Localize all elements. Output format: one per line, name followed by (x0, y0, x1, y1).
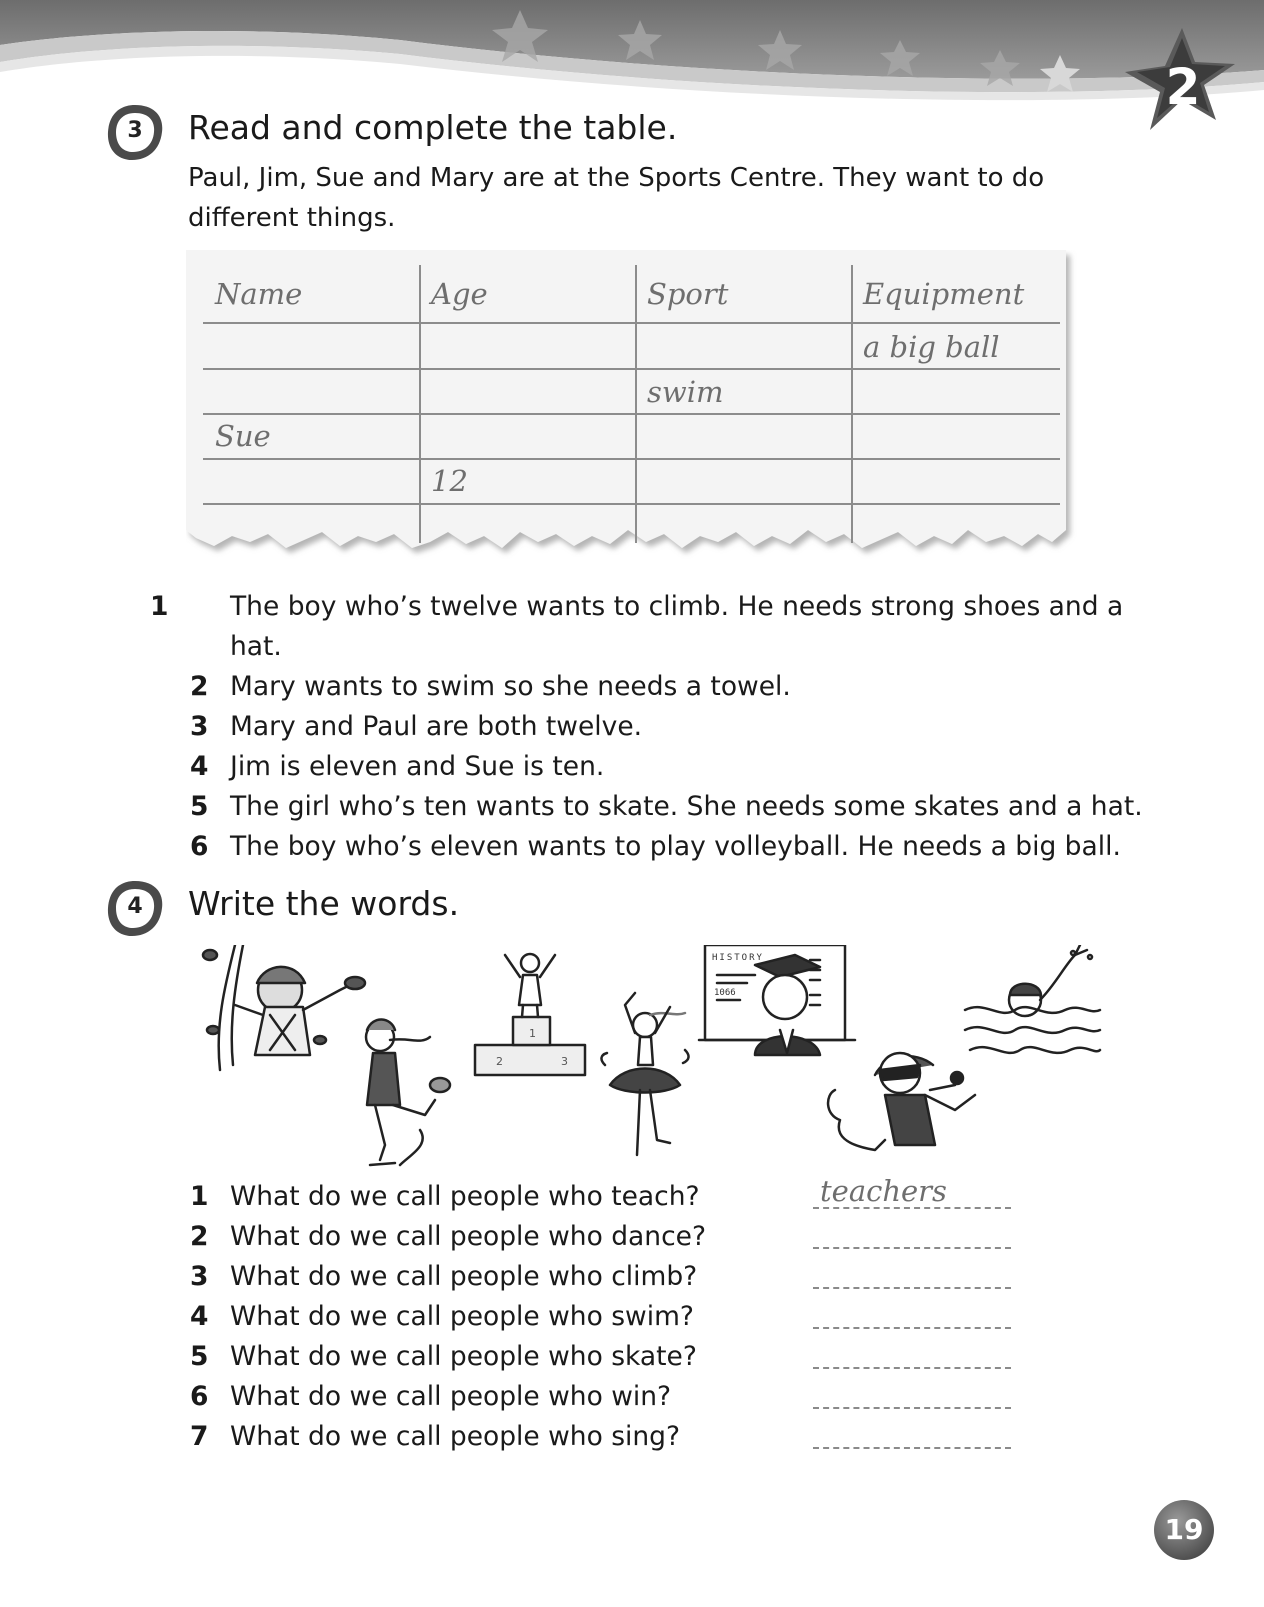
question-text: What do we call people who win? (230, 1381, 672, 1412)
table-header-name: Name (215, 277, 303, 311)
sentence-number: 2 (190, 671, 209, 702)
table-header-age: Age (431, 277, 488, 311)
answer-line[interactable] (813, 1207, 1011, 1209)
question-text: What do we call people who skate? (230, 1341, 697, 1372)
skater-illustration (366, 1019, 450, 1165)
board-history-label: HISTORY (712, 953, 764, 963)
answer-line[interactable] (813, 1247, 1011, 1249)
sentence-number: 6 (190, 831, 209, 862)
question-text: What do we call people who teach? (230, 1181, 700, 1212)
sentence-text: Mary and Paul are both twelve. (230, 711, 643, 742)
sentence-number: 5 (190, 791, 209, 822)
ballerina-illustration (601, 993, 688, 1155)
exercise-4-title: Write the words. (188, 884, 460, 923)
swimmer-illustration (965, 945, 1100, 1053)
question-text: What do we call people who sing? (230, 1421, 681, 1452)
sentence-item (150, 587, 1130, 667)
answer-line[interactable] (813, 1287, 1011, 1289)
answer-line[interactable] (813, 1367, 1011, 1369)
table-cell: swim (647, 375, 724, 409)
question-text: What do we call people who climb? (230, 1261, 698, 1292)
question-number: 2 (190, 1221, 209, 1252)
answer-text: teachers (820, 1174, 947, 1208)
page-number-badge (1153, 1499, 1215, 1561)
answer-line[interactable] (813, 1407, 1011, 1409)
table-cell: 12 (431, 464, 468, 498)
singer-illustration (828, 1053, 975, 1150)
sentence-item (190, 667, 1150, 707)
exercise-4-number: 4 (127, 894, 143, 919)
sentence-item (190, 747, 1150, 787)
question-number: 7 (190, 1421, 209, 1452)
podium-1-label: 1 (529, 1027, 536, 1040)
exercise-3-sentences (150, 587, 1150, 867)
question-item (190, 1417, 1050, 1457)
sentence-text: The boy who’s twelve wants to climb. He needs strong shoes and a hat. (230, 591, 1124, 662)
sentence-text: Mary wants to swim so she needs a towel. (230, 671, 791, 702)
podium-3-label: 3 (561, 1055, 568, 1068)
sentence-number: 1 (150, 591, 169, 622)
sentence-text: The girl who’s ten wants to skate. She needs some skates and a hat. (230, 791, 1143, 822)
question-number: 3 (190, 1261, 209, 1292)
exercise-3-title: Read and complete the table. (188, 108, 678, 147)
table-cell: Sue (215, 419, 271, 453)
climber-illustration (203, 945, 365, 1070)
exercise-4-number-wrap (104, 878, 166, 940)
question-number: 5 (190, 1341, 209, 1372)
question-number: 1 (190, 1181, 209, 1212)
podium-2-label: 2 (496, 1055, 503, 1068)
question-number: 4 (190, 1301, 209, 1332)
question-item (190, 1337, 1050, 1377)
table-header-sport: Sport (647, 277, 729, 311)
table-header-equipment: Equipment (863, 277, 1025, 311)
answer-line[interactable] (813, 1447, 1011, 1449)
question-text: What do we call people who swim? (230, 1301, 694, 1332)
question-item (190, 1297, 1050, 1337)
sentence-number: 4 (190, 751, 209, 782)
sentence-text: Jim is eleven and Sue is ten. (230, 751, 605, 782)
table-cell: a big ball (863, 330, 1000, 364)
sentence-item (190, 787, 1150, 827)
exercise-3-intro: Paul, Jim, Sue and Mary are at the Sports Centre. They want to do different things. (188, 163, 1045, 233)
sentence-text: The boy who’s eleven wants to play volleyball. He needs a big ball. (230, 831, 1121, 862)
sentence-item (190, 707, 1150, 747)
sentence-number: 3 (190, 711, 209, 742)
exercise-3-number-wrap (104, 102, 166, 164)
page-number: 19 (1164, 1513, 1204, 1546)
answer-line[interactable] (813, 1327, 1011, 1329)
equipment-table (203, 265, 1063, 545)
question-item (190, 1174, 1050, 1217)
board-year-label: 1066 (714, 988, 736, 998)
question-number: 6 (190, 1381, 209, 1412)
unit-number: 2 (1165, 58, 1201, 116)
question-item (190, 1377, 1050, 1417)
illustrations (195, 945, 1125, 1190)
question-text: What do we call people who dance? (230, 1221, 707, 1252)
question-item (190, 1257, 1050, 1297)
podium-illustration (475, 954, 585, 1075)
sentence-item (190, 827, 1150, 867)
exercise-3-number: 3 (127, 118, 143, 143)
question-item (190, 1217, 1050, 1257)
